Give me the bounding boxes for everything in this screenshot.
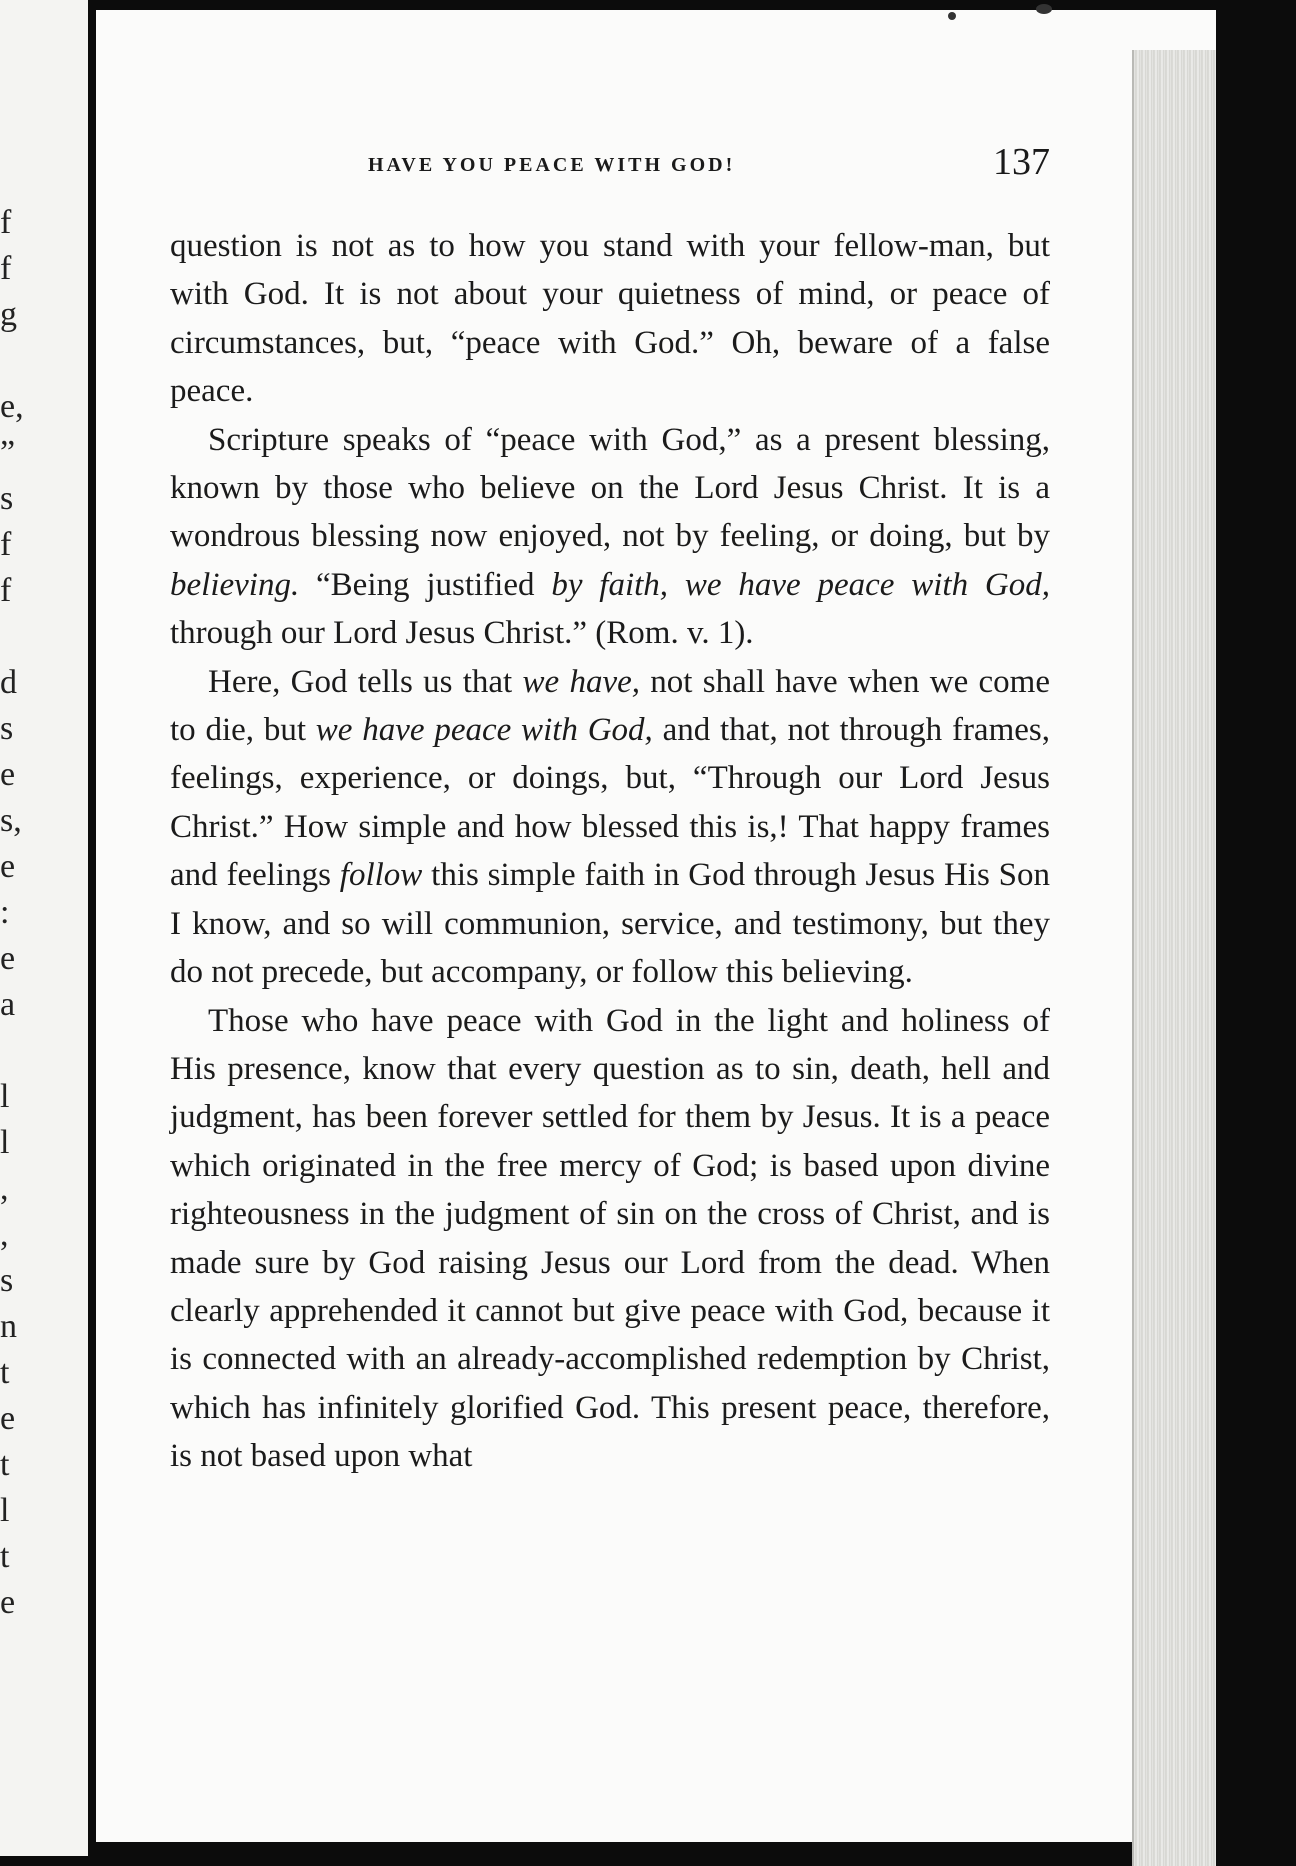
facing-page-fragment: e [0,848,16,885]
italic-text: we have peace with God, [315,712,653,749]
paragraph [170,222,1050,416]
facing-page-fragment: t [0,1354,10,1391]
facing-page-fragment: t [0,1538,10,1575]
facing-page-fragment: e [0,1400,16,1437]
text-run: this simple faith in God through Jesus His Son I know, and so will communion, service, and testimony, but they do not precede, but accompany, or follow this believing. [170,857,1050,991]
facing-page-fragment: l [0,1078,10,1115]
facing-page-fragment: e, [0,388,24,425]
paragraph [170,416,1050,658]
facing-page-letter-fragments [0,200,30,1626]
text-run: Scripture speaks of “peace with God,” as a present blessing, known by those who believe on the Lord Jesus Christ. It is a wondrous blessing now enjoyed, not by feeling, or doing, but by [170,421,1050,555]
facing-page-fragment: s [0,1262,14,1299]
facing-page-fragment: s [0,480,14,517]
facing-page-fragment: n [0,1308,17,1345]
facing-page-fragment: , [0,1216,9,1253]
ink-spot [948,12,956,20]
facing-page-fragment [0,338,30,384]
facing-page-fragment: a [0,986,16,1023]
facing-page-fragment: e [0,756,16,793]
facing-page-fragment: f [0,572,12,609]
facing-page-fragment: e [0,940,16,977]
facing-page-fragment: ” [0,434,16,471]
facing-page-edge [0,0,88,1856]
italic-text: we have, [522,663,640,700]
running-head [272,140,1068,190]
facing-page-fragment: e [0,1584,16,1621]
facing-page-fragment: f [0,204,12,241]
text-run: “Being justified [299,566,552,603]
facing-page-fragment: t [0,1446,10,1483]
facing-page-fragment: l [0,1124,10,1161]
page-number: 137 [993,141,1050,183]
ink-spot [1036,4,1052,14]
facing-page-fragment [0,614,30,660]
italic-text: follow [339,857,423,894]
facing-page-fragment: f [0,526,12,563]
text-run: not shall have when we come to die, but [170,663,1050,749]
text-run: through our Lord Jesus Christ.” (Rom. v. 1). [170,615,754,652]
facing-page-fragment: g [0,296,17,333]
facing-page-fragment [0,1028,30,1074]
body-text [170,222,1050,1481]
page-block-edges [1132,50,1216,1866]
running-head-title: HAVE YOU PEACE WITH GOD! [368,154,736,176]
italic-text: by faith, we have peace with God, [551,566,1050,603]
text-run: Those who have peace with God in the light and holiness of His presence, know that every question as to sin, death, hell and judgment, has been forever settled for them by Jesus. It is a peace which originated in the free mercy of God; is based upon divine righteousness in the judgment of sin on the cross of Christ, and is made sure by God raising Jesus our Lord from the dead. When clearly apprehended it cannot but give peace with God, because it is connected with an already-accomplished redemption by Christ, which has infinitely glorified God. This present peace, therefore, is not based upon what [170,1002,1050,1475]
text-run: Here, God tells us that [208,663,523,700]
paragraph [170,997,1050,1481]
facing-page-fragment: s, [0,802,22,839]
italic-text: believing. [170,566,300,603]
facing-page-fragment: l [0,1492,10,1529]
facing-page-fragment: : [0,894,10,931]
paragraph [170,658,1050,997]
facing-page-fragment: s [0,710,14,747]
text-run: question is not as to how you stand with your fellow-man, but with God. It is not about your quietness of mind, or peace of circumstances, but, “peace with God.” Oh, beware of a false peace. [170,228,1050,410]
facing-page-fragment: d [0,664,17,701]
facing-page-fragment: f [0,250,12,287]
text-run: and that, not through frames, feelings, experience, or doings, but, “Through our Lord Jesus Christ.” How simple and how blessed this is,! That happy frames and feelings [170,712,1050,894]
facing-page-fragment: , [0,1170,9,1207]
